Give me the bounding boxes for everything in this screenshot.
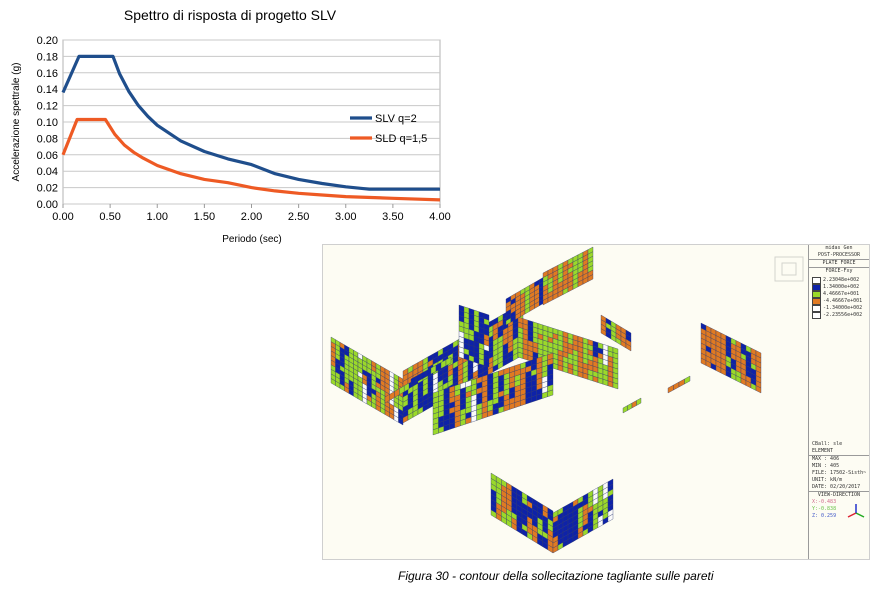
mesh-cell [679, 379, 685, 387]
panel-component: FORCE-Fxy [809, 267, 869, 275]
mesh-cell [632, 401, 637, 409]
x-tick-label: 2.00 [240, 211, 263, 223]
y-tick-label: 0.10 [36, 117, 58, 129]
view-dir-y: Y:-0.838 [812, 506, 837, 512]
panel-max: MAX : 406 [809, 455, 869, 463]
y-tick-label: 0.20 [36, 35, 58, 47]
y-tick-label: 0.14 [36, 84, 58, 97]
legend-row [809, 277, 869, 284]
legend-row [809, 291, 869, 298]
legend-value: 4.46667e+001 [823, 291, 860, 297]
x-tick-label: 0.00 [52, 211, 74, 223]
contour-legend [809, 277, 869, 319]
panel-date: DATE: 02/20/2017 [812, 484, 861, 490]
wall-contour-model [323, 245, 811, 561]
panel-unit: UNIT: kN/m [812, 477, 843, 483]
figure-caption: Figura 30 - contour della sollecitazione tagliante sulle pareti [398, 569, 714, 583]
x-tick-label: 2.50 [287, 211, 310, 223]
y-tick-label: 0.12 [36, 100, 58, 113]
view-cube-icon [775, 257, 803, 281]
legend-label: SLD q=1,5 [375, 133, 428, 145]
x-axis-label: Periodo (sec) [222, 234, 282, 245]
fe-contour-view [322, 244, 870, 560]
panel-element: ELEMENT [812, 448, 834, 454]
x-tick-labels [52, 211, 450, 223]
y-tick-label: 0.16 [36, 67, 58, 80]
panel-result-type: PLATE FORCE [809, 259, 869, 267]
x-tick-label: 3.00 [335, 211, 357, 223]
x-tick-label: 1.50 [193, 211, 216, 223]
mesh-cell [668, 385, 674, 393]
mesh-cell [628, 403, 633, 411]
y-tick-label: 0.08 [36, 133, 58, 146]
legend-value: -2.23556e+002 [823, 312, 863, 318]
x-tick-label: 3.50 [382, 211, 404, 223]
view-dir-x: X:-0.483 [812, 499, 837, 505]
legend-value: -1.34000e+002 [823, 305, 863, 311]
legend-row [809, 298, 869, 305]
wall-panels [331, 247, 761, 553]
legend-row [809, 305, 869, 312]
legend-value: 1.34000e+002 [823, 284, 860, 290]
legend-swatch [812, 277, 821, 284]
panel-view-direction-title: VIEW-DIRECTION [809, 491, 869, 499]
legend-value: 2.23048e+002 [823, 277, 860, 283]
chart-title: Spettro di risposta di progetto SLV [123, 7, 337, 23]
legend-swatch [812, 312, 821, 319]
x-tick-label: 1.00 [146, 211, 168, 223]
legend-swatch [812, 284, 821, 291]
x-tick-label: 0.50 [99, 211, 121, 223]
legend-value: -4.46667e+001 [823, 298, 863, 304]
legend-row [809, 284, 869, 291]
mesh-cell [674, 382, 680, 390]
legend-swatch [812, 291, 821, 298]
y-tick-labels [37, 35, 58, 211]
y-tick-label: 0.00 [36, 199, 58, 211]
axis-triad-icon [845, 503, 867, 521]
legend-label: SLV q=2 [375, 113, 417, 125]
y-tick-label: 0.06 [36, 149, 58, 162]
legend-swatch [812, 305, 821, 312]
mesh-cell [685, 376, 691, 384]
mesh-cell [623, 406, 628, 414]
y-tick-label: 0.02 [36, 182, 58, 195]
legend-row [809, 312, 869, 319]
y-axis-label: Accelerazione spettrale (g) [11, 62, 22, 182]
panel-mode: POST-PROCESSOR [817, 252, 861, 258]
panel-app-name: midas Gen [825, 245, 853, 251]
response-spectrum-chart [0, 0, 460, 250]
result-panel [808, 245, 869, 559]
y-tick-label: 0.18 [36, 51, 58, 64]
x-tick-label: 4.00 [429, 211, 451, 223]
view-dir-z: Z: 0.259 [812, 513, 837, 519]
mesh-cell [637, 398, 642, 406]
y-tick-label: 0.04 [36, 166, 58, 179]
panel-min: MIN : 405 [812, 463, 840, 469]
panel-load-case: CBall: sle [812, 441, 843, 447]
legend-swatch [812, 298, 821, 305]
panel-file: FILE: 17502-Sisth~ [812, 470, 867, 476]
